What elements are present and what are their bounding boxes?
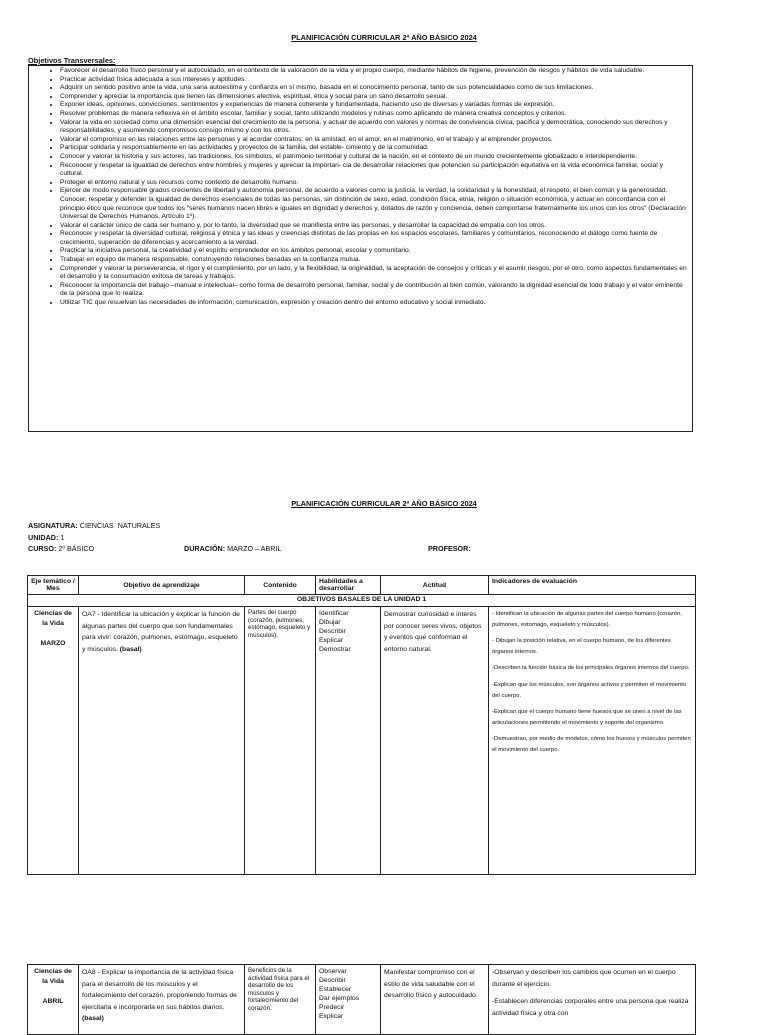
oa-text: OA7 - Identificar la ubicación y explicar la función de algunas partes del cuerpo que son fundamentales para vivir: corazón, pulmones, estómago, esqueleto y músculos. — [82, 611, 240, 653]
indicador-item: -Describen la función básica de los principales órganos internos del cuerpo. — [492, 665, 690, 672]
habilidad-item: Demostrar — [319, 646, 351, 653]
objetivo-item: • Reconocer y respetar la igualdad de derechos entre hombres y mujeres y apreciar la importan- cia de desarrollar relaciones que potencien su participación equitativa en la vida económica familiar, social y cultural. — [60, 162, 688, 179]
habilidad-item: Dibujar — [319, 619, 341, 626]
eje-label: Ciencias de la Vida — [34, 968, 72, 985]
profesor-line — [428, 544, 471, 553]
header-eje: Eje temático / Mes — [28, 576, 79, 595]
habilidad-item: Explicar — [319, 1013, 344, 1020]
objetivo-item: • Proteger el entorno natural y sus recursos como contexto de desarrollo humano. — [60, 179, 688, 188]
habilidad-item: Observar — [319, 968, 347, 975]
curso-line — [28, 544, 94, 553]
habilidad-item: Predecir — [319, 1004, 345, 1011]
page-title-2: PLANIFICACIÓN CURRICULAR 2ª AÑO BÁSICO 2024 — [291, 499, 477, 508]
actitud-cell: Demostrar curiosidad e interés por conocer seres vivos, objetos y eventos que conforman el entorno natural. — [381, 607, 489, 875]
unidad-label: UNIDAD: — [28, 533, 59, 542]
indicadores-cell — [489, 607, 696, 875]
planning-table — [27, 575, 696, 875]
planning-table-continued — [27, 964, 696, 1035]
eje-label: Ciencias de la Vida — [34, 610, 72, 627]
asignatura-value: CIENCIAS NATURALES — [79, 521, 161, 530]
objetivo-item: • Conocer y valorar la historia y sus actores, las tradiciones, los símbolos, el patrimonio territorial y cultural de la nación, en el contexto de un mundo crecientemente globalizado e interdependiente. — [60, 153, 688, 162]
objetivos-heading: Objetivos Transversales: — [28, 56, 116, 65]
profesor-label: PROFESOR: — [428, 544, 471, 553]
unidad-value: 1 — [60, 533, 65, 542]
objetivo-item: • Exponer ideas, opiniones, convicciones, sentimientos y experiencias de manera coherente y fundamentada, haciendo uso de diversas y variadas formas de expresión. — [60, 101, 688, 110]
objetivo-item: • Valorar el compromiso en las relaciones entre las personas y al acordar contratos: en la amistad, en el amor, en el matrimonio, en el trabajo y al emprender proyectos. — [60, 136, 688, 145]
indicador-item: -Demuestran, por medio de modelos, cómo los huesos y músculos permiten el movimiento del cuerpo. — [492, 736, 691, 753]
indicador-item: -Explican que el cuerpo humano tiene huesos que se unen a nivel de las articulaciones permitiendo el movimiento y soporte del organismo. — [492, 709, 682, 726]
habilidad-item: Establecer — [319, 986, 352, 993]
habilidad-item: Describir — [319, 628, 346, 635]
unit-title: OBJETIVOS BASALES DE LA UNIDAD 1 — [28, 595, 696, 607]
habilidad-item: Dar ejemplos — [319, 995, 360, 1002]
eje-cell — [28, 965, 79, 1035]
indicador-item: - Identifican la ubicación de algunas partes del cuerpo humano (corazón, pulmones, estomago, esqueleto y músculos). — [492, 611, 682, 628]
habilidades-cell — [316, 607, 381, 875]
objetivo-item: • Trabajar en equipo de manera responsable, construyendo relaciones basadas en la confianza mutua. — [60, 256, 688, 265]
objetivo-item: • Reconocer y respetar la diversidad cultural, religiosa y étnica y las ideas y creencias distintas de las propias en los espacios escolares, familiares y comunitarios, reconociendo el diálogo como fuente de crecimiento, superación de diferencias y acercamiento a la verdad. — [60, 230, 688, 247]
duracion-value: MARZO – ABRIL — [227, 544, 282, 553]
objetivo-item: • Comprender y apreciar la importancia que tienen las dimensiones afectiva, espiritual, ética y social para un sano desarrollo sexual. — [60, 93, 688, 102]
objetivos-box — [28, 65, 693, 432]
page-title: PLANIFICACIÓN CURRICULAR 2ª AÑO BÁSICO 2024 — [291, 33, 477, 42]
eje-cell — [28, 607, 79, 875]
contenido-cell: Beneficios de la actividad física para el desarrollo de los músculos y fortalecimiento del corazón. — [245, 965, 316, 1035]
header-actitud: Actitud — [381, 576, 489, 595]
header-objetivo: Objetivo de aprendizaje — [79, 576, 245, 595]
mes-label: MARZO — [40, 640, 66, 647]
objetivo-item: • Utilizar TIC que resuelvan las necesidades de información, comunicación, expresión y creación dentro del entorno educativo y social inmediato. — [60, 299, 688, 308]
table-row — [28, 607, 696, 875]
objetivo-item: • Valorar el carácter único de cada ser humano y, por lo tanto, la diversidad que se manifiesta entre las personas, y desarrollar la capacidad de empatía con los otros. — [60, 222, 688, 231]
header-indicadores: Indicadores de evaluación — [489, 576, 696, 595]
contenido-cell: Partes del cuerpo (corazón, pulmones, estómago, esqueleto y músculos). — [245, 607, 316, 875]
habilidad-item: Describir — [319, 977, 346, 984]
objetivo-item: • Favorecer el desarrollo físico personal y el autocuidado, en el contexto de la valoración de la vida y el propio cuerpo, mediante hábitos de higiene, prevención de riesgos y hábitos de vida saludable. — [60, 67, 688, 76]
objetivo-item: • Valorar la vida en sociedad como una dimensión esencial del crecimiento de la persona, y actuar de acuerdo con valores y normas de convivencia cívica, pacífica y democrática, conociendo sus derechos y responsabilidades, y asumiendo compromisos consigo mismo y con los otros. — [60, 119, 688, 136]
oa-tag: (basal) — [119, 645, 142, 653]
duracion-label: DURACIÓN: — [184, 544, 226, 553]
habilidad-item: Identificar — [319, 610, 349, 617]
actitud-cell: Manifestar compromiso con el estilo de vida saludable con el desarrollo físico y autocuidado. — [381, 965, 489, 1035]
unidad-line — [28, 533, 64, 542]
indicadores-cell — [489, 965, 696, 1035]
asignatura-label: ASIGNATURA: — [28, 521, 78, 530]
mes-label: ABRIL — [42, 998, 64, 1005]
header-contenido: Contenido — [245, 576, 316, 595]
habilidades-cell — [316, 965, 381, 1035]
asignatura-line — [28, 521, 160, 530]
objetivo-cell — [79, 965, 245, 1035]
oa-text: OA8 - Explicar la importancia de la actividad física para el desarrollo de los músculos y el fortalecimiento del corazón, proponiendo formas de ejercitarla e incorporarla en sus hábitos diarios. — [82, 969, 237, 1011]
header-habilidades: Habilidades a desarrollar — [316, 576, 381, 595]
unit-row — [28, 595, 696, 607]
objetivo-item: • Reconocer la importancia del trabajo –manual e intelectual– como forma de desarrollo personal, familiar, social y de contribución al bien común, valorando la dignidad esencial de todo trabajo y el valor eminente de la persona que lo realiza. — [60, 282, 688, 299]
curso-label: CURSO: — [28, 544, 57, 553]
habilidad-item: Explicar — [319, 637, 344, 644]
objetivo-cell — [79, 607, 245, 875]
table-row — [28, 965, 696, 1035]
indicador-item: -Observan y describen los cambios que ocurren en el cuerpo durante el ejercicio. — [492, 969, 676, 988]
objetivo-item: • Adquirir un sentido positivo ante la vida, una sana autoestima y confianza en sí mismo, basada en el conocimiento personal, tanto de sus potencialidades como de sus limitaciones. — [60, 84, 688, 93]
duracion-line — [184, 544, 281, 553]
oa-tag: (basal) — [82, 1015, 104, 1022]
curso-value: 2º BÁSICO — [58, 544, 95, 553]
objetivo-item: • Resolver problemas de manera reflexiva en el ámbito escolar, familiar y social, tanto utilizando modelos y rutinas como aplicando de manera creativa conceptos y criterios. — [60, 110, 688, 119]
indicador-item: -Explican que los músculos, son órganos activos y permiten el movimiento del cuerpo. — [492, 681, 687, 699]
objetivo-item: • Practicar la iniciativa personal, la creatividad y el espíritu emprendedor en los ámbitos personal, escolar y comunitario. — [60, 247, 688, 256]
table-header-row — [28, 576, 696, 595]
indicador-item: -Establecen diferencias corporales entre una persona que realiza actividad física y otra con — [492, 998, 689, 1017]
objetivo-item: • Practicar actividad física adecuada a sus intereses y aptitudes. — [60, 76, 688, 85]
objetivos-list — [29, 66, 692, 308]
objetivo-item: • Comprender y valorar la perseverancia, el rigor y el cumplimiento, por un lado, y la flexibilidad, la originalidad, la aceptación de consejos y críticas y el asumir riesgos, por el otro, como aspectos fundamentales en el desarrollo y la consumación exitosa de tareas y trabajos. — [60, 265, 688, 282]
objetivo-item: • Participar solidaria y responsablemente en las actividades y proyectos de la familia, del estable- cimiento y de la comunidad. — [60, 144, 688, 153]
indicador-item: - Dibujan la posición relativa, en el cuerpo humano, de los diferentes órganos internos. — [492, 638, 671, 655]
objetivo-item: • Ejercer de modo responsable grados crecientes de libertad y autonomía personal, de acuerdo a valores como la justicia, la verdad, la solidaridad y la honestidad, el respeto, el bien común y la generosidad. Conocer, respetar y defender la igualdad de derechos esenciales de todas las personas, sin distinción de sexo, edad, condición física, etnia, religión o situación económica, y actuar en concordancia con el principio ético que reconoce que todos los "seres humanos nacen libres e iguales en dignidad y derechos y, dotados de razón y conciencia, deben comportarse fraternalmente los unos con los otros" (Declaración Universal de Derechos Humanos, Artículo 1º). — [60, 187, 688, 221]
